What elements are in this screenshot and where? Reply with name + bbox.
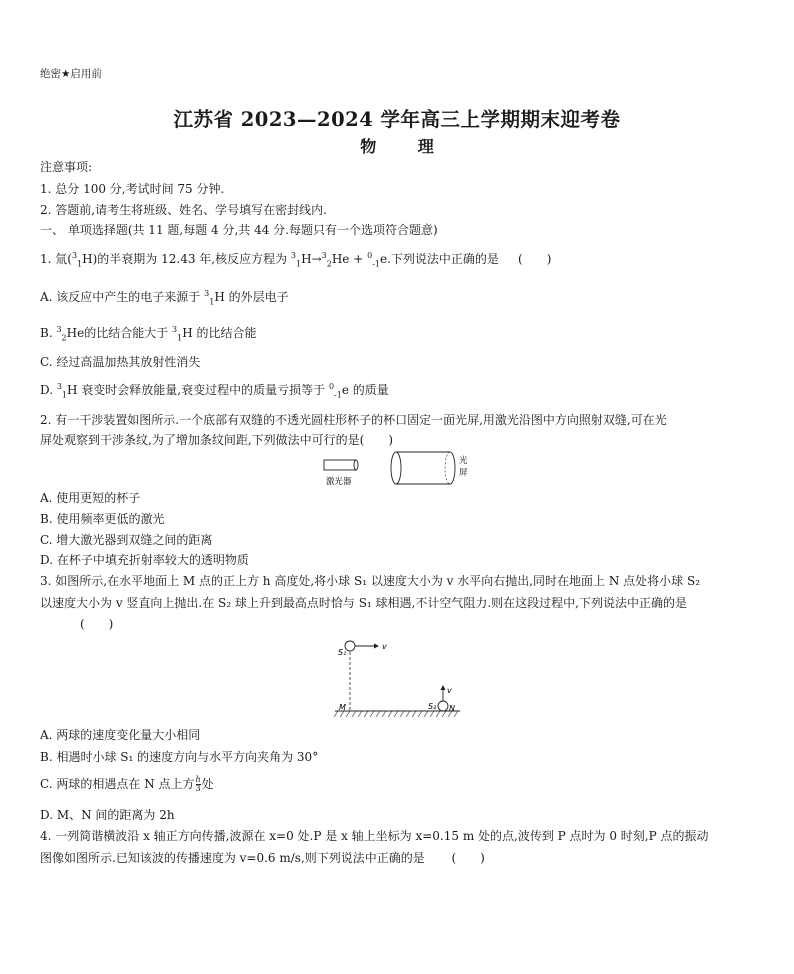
velocity-label-side: v [447,686,452,695]
ball-s2 [438,701,448,711]
answer-parenthesis: ( ) [80,617,114,631]
question-3-option-d: D. M、N 间的距离为 2h [40,808,175,822]
ball-s1 [345,641,355,651]
question-1-option-d: D. $^3_1$H 衰变时会释放能量,衰变过程中的质量亏损等于 $^0_{-1}$e 的质量 [40,382,389,400]
nuclide-electron: $^0_{-1}$e [367,251,388,269]
answer-parenthesis: ( ) [451,851,485,865]
s2-label: S₂ [428,702,437,711]
question-1-stem: 1. 氚($^3_1$H)的半衰期为 12.43 年,核反应方程为 $^3_1$H→$^3_2$He + $^0_{-1}$e.下列说法中正确的是 ( ) [40,251,552,269]
notice-heading: 注意事项: [40,160,93,174]
notice-item-2: 2. 答题前,请考生将班级、姓名、学号填写在密封线内. [40,203,327,217]
m-label: M [339,703,346,712]
question-2-stem-line-2: 屏处观察到干涉条纹,为了增加条纹间距,下列做法中可行的是( ) [40,433,393,447]
question-4-stem-line-1: 4. 一列简谐横波沿 x 轴正方向传播,波源在 x=0 处.P 是 x 轴上坐标为 x=0.15 m 处的点,波传到 P 点时为 0 时刻,P 点的振动 [40,829,709,843]
question-2-option-c: C. 增大激光器到双缝之间的距离 [40,533,213,547]
exam-title: 江苏省 2023—2024 学年高三上学期期末迎考卷 [173,108,621,131]
nuclide-helium: $^3_2$He [321,251,350,269]
cylindrical-cup [391,452,455,484]
question-1-option-c: C. 经过高温加热其放射性消失 [40,355,201,369]
velocity-label-top: v [382,642,387,651]
question-1-option-b: B. $^3_2$He的比结合能大于 $^3_1$H 的比结合能 [40,325,257,343]
nuclide-tritium: $^3_1$H [71,251,93,269]
question-3-option-a: A. 两球的速度变化量大小相同 [40,728,201,742]
question-3-option-b: B. 相遇时小球 S₁ 的速度方向与水平方向夹角为 30° [40,750,319,764]
subject-title: 物 理 [360,137,434,156]
n-label: N [449,704,455,713]
confidential-label: 绝密★启用前 [40,68,102,80]
screen-label-bottom: 屏 [459,468,468,478]
question-2-option-b: B. 使用频率更低的激光 [40,512,165,526]
interference-apparatus-figure [316,448,496,490]
notice-item-1: 1. 总分 100 分,考试时间 75 分钟. [40,182,225,196]
question-3-option-c: C. 两球的相遇点在 N 点上方 $\frac{h}{3}$ 处 [40,775,214,793]
answer-parenthesis: ( ) [518,252,552,266]
ground-line [334,711,460,717]
question-3-stem-line-2: 以速度大小为 v 竖直向上抛出.在 S₂ 球上升到最高点时恰与 S₁ 球相遇,不计空气阻力.则在这段过程中,下列说法中正确的是 [40,596,687,610]
screen-label-top: 光 [459,456,468,466]
laser-label: 激光器 [326,477,352,487]
s1-label: S₁ [338,648,347,657]
question-2-stem-line-1: 2. 有一干涉装置如图所示.一个底部有双缝的不透光圆柱形杯子的杯口固定一面光屏,用激光沿图中方向照射双缝,可在光 [40,413,667,427]
section-1-heading: 一、 单项选择题(共 11 题,每题 4 分,共 44 分.每题只有一个选项符合题意) [40,223,438,237]
question-4-stem-line-2: 图像如图所示.已知该波的传播速度为 v=0.6 m/s,则下列说法中正确的是 ( ) [40,851,485,865]
question-2-option-d: D. 在杯子中填充折射率较大的透明物质 [40,553,249,567]
question-3-stem-line-1: 3. 如图所示,在水平地面上 M 点的正上方 h 高度处,将小球 S₁ 以速度大小为 v 水平向右抛出,同时在地面上 N 点处将小球 S₂ [40,574,701,588]
question-2-option-a: A. 使用更短的杯子 [40,491,141,505]
projectile-figure [330,633,470,721]
question-1-option-a: A. 该反应中产生的电子来源于 $^3_1$H 的外层电子 [40,289,289,307]
nuclide-tritium: $^3_1$H [290,251,312,269]
laser-device [324,460,358,470]
fraction-h-over-3: $\frac{h}{3}$ [195,775,201,793]
